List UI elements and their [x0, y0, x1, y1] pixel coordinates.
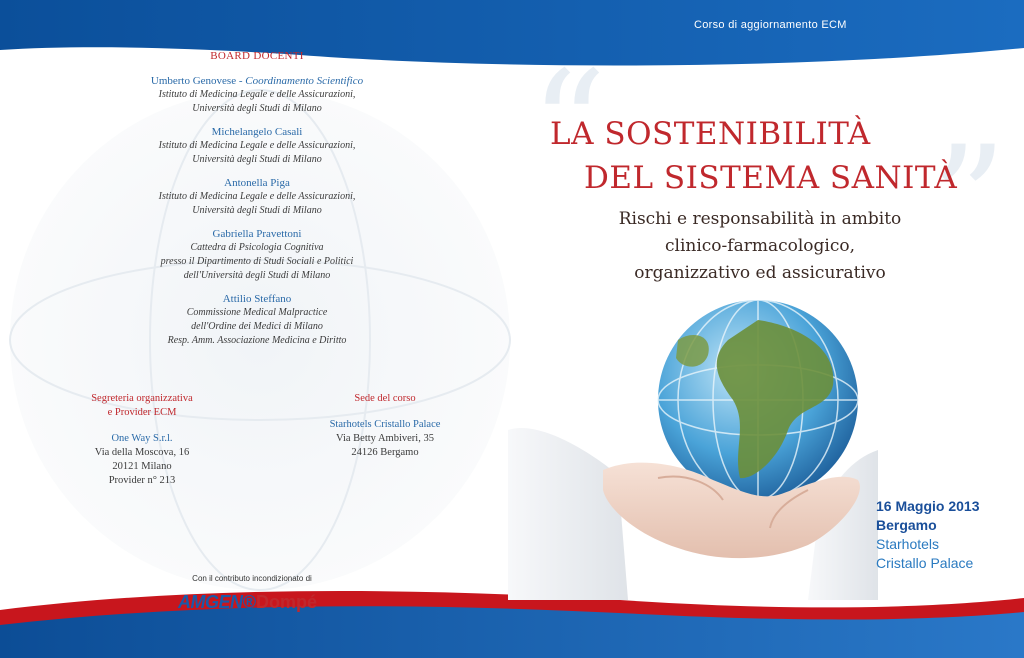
member-affiliation: dell'Università degli Studi di Milano [183, 270, 331, 281]
member-affiliation: Commissione Medical Malpractice [186, 307, 328, 318]
member-name: Gabriella Pravettoni [212, 228, 302, 240]
sede-venue: Starhotels Cristallo Palace [329, 419, 441, 430]
open-quote-icon: “ [530, 40, 607, 214]
member-affiliation: Istituto di Medicina Legale e delle Assicurazioni, [158, 140, 356, 151]
globe-in-hands-image [508, 300, 878, 600]
main-title [540, 112, 1020, 200]
sede-block [300, 392, 470, 460]
segreteria-address: Via della Moscova, 16 [94, 447, 190, 458]
board-member [112, 227, 402, 283]
subtitle-line: clinico-farmacologico, [665, 236, 855, 256]
event-city: Bergamo [876, 517, 937, 533]
title-line: DEL SISTEMA SANITÀ [584, 160, 958, 196]
dompe-logo: Dompé [256, 592, 318, 612]
course-label: Corso di aggiornamento ECM [694, 19, 847, 31]
board-member [112, 292, 402, 348]
member-name: Antonella Piga [224, 177, 290, 189]
close-quote-icon: ” [930, 115, 1007, 289]
sede-title: Sede del corso [354, 393, 416, 404]
member-name: Michelangelo Casali [211, 126, 303, 138]
segreteria-title: Segreteria organizzativa [91, 393, 193, 404]
member-name: Umberto Genovese [150, 75, 237, 87]
segreteria-title: e Provider ECM [107, 407, 177, 418]
member-affiliation: Università degli Studi di Milano [192, 205, 322, 216]
subtitle-line: organizzativo ed assicurativo [634, 263, 886, 283]
board-docenti [112, 50, 402, 357]
member-affiliation: Resp. Amm. Associazione Medicina e Diritto [167, 335, 347, 346]
member-role: Coordinamento Scientifico [245, 75, 364, 87]
board-member [112, 125, 402, 167]
segreteria-company: One Way S.r.l. [111, 433, 173, 444]
board-title: BOARD DOCENTI [210, 50, 304, 62]
subtitle-line: Rischi e responsabilità in ambito [618, 209, 902, 229]
member-affiliation: Istituto di Medicina Legale e delle Assicurazioni, [158, 191, 356, 202]
sponsor-note: Con il contributo incondizionato di [192, 574, 312, 583]
segreteria-block [52, 392, 232, 488]
event-venue: Starhotels [876, 536, 940, 552]
event-venue: Cristallo Palace [876, 555, 974, 571]
member-affiliation: Università degli Studi di Milano [192, 154, 322, 165]
subtitle [560, 206, 960, 287]
member-affiliation: Università degli Studi di Milano [192, 103, 322, 114]
title-line: LA SOSTENIBILITÀ [550, 116, 871, 152]
amgen-logo: AMGEN® [178, 592, 256, 612]
board-member [112, 176, 402, 218]
segreteria-address: 20121 Milano [112, 461, 172, 472]
event-info [876, 497, 980, 573]
sede-address: Via Betty Ambiveri, 35 [336, 433, 434, 444]
member-affiliation: Cattedra di Psicologia Cognitiva [190, 242, 324, 253]
member-affiliation: Istituto di Medicina Legale e delle Assicurazioni, [158, 89, 356, 100]
board-member [112, 74, 402, 116]
sede-address: 24126 Bergamo [351, 447, 419, 458]
member-separator: - [236, 75, 246, 87]
sponsor-logos [178, 592, 378, 616]
segreteria-provider: Provider n° 213 [108, 475, 176, 486]
member-name: Attilio Steffano [222, 293, 292, 305]
event-date: 16 Maggio 2013 [876, 498, 980, 514]
member-affiliation: presso il Dipartimento di Studi Sociali e Politici [160, 256, 354, 267]
member-affiliation: dell'Ordine dei Medici di Milano [191, 321, 323, 332]
